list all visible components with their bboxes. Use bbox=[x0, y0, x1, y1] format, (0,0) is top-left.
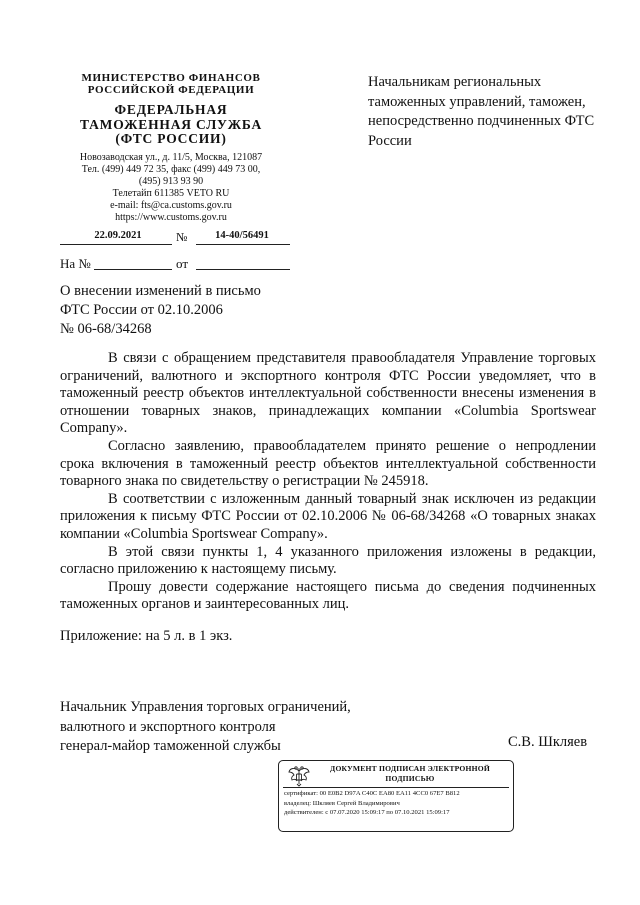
website[interactable]: https://www.customs.gov.ru bbox=[115, 212, 227, 223]
subject-line2: ФТС России от 02.10.2006 bbox=[60, 302, 223, 318]
phone-line1: Тел. (499) 449 72 35, факс (499) 449 73 00, bbox=[81, 164, 261, 175]
body-paragraph-3: В соответствии с изложенным данный товарный знак исключен из редакции приложения к письму ФТС России от 02.10.2006 № 06-68/34268 «О товарных знаках компании «Columbia Sportswear Company». bbox=[60, 490, 596, 542]
number-sign: № bbox=[176, 230, 188, 244]
email[interactable]: e-mail: fts@ca.customs.gov.ru bbox=[110, 200, 232, 211]
ministry-name: МИНИСТЕРСТВО ФИНАНСОВ РОССИЙСКОЙ ФЕДЕРАЦИИ bbox=[81, 72, 261, 96]
attachment-note: Приложение: на 5 л. в 1 экз. bbox=[60, 628, 233, 644]
certificate-validity: действителен: с 07.07.2020 15:09:17 по 07.10.2021 15:09:17 bbox=[284, 809, 450, 816]
service-name-line2: ТАМОЖЕННАЯ СЛУЖБА bbox=[79, 116, 263, 132]
registration-date: 22.09.2021 bbox=[94, 230, 142, 241]
certificate-owner: владелец: Шкляев Сергей Владимирович bbox=[284, 799, 400, 807]
signatory-name: С.В. Шкляев bbox=[508, 734, 588, 750]
reference-from-label: от bbox=[176, 256, 189, 271]
coat-of-arms-icon bbox=[285, 765, 313, 787]
body-paragraph-4: В этой связи пункты 1, 4 указанного приложения изложены в редакции, согласно приложению к настоящему письму. bbox=[60, 543, 596, 578]
e-signature-stamp bbox=[278, 760, 514, 832]
body-paragraph-1: В связи с обращением представителя правообладателя Управление торговых ограничений, валютного и экспортного контроля ФТС России уведомляет, что в таможенный реестр объектов интеллектуальной собственности внесены изменения в отношении товарных знаков, принадлежащих компании «Columbia Sportswear Company». bbox=[60, 350, 596, 437]
letter-body bbox=[60, 350, 596, 614]
addressee: Начальникам региональных таможенных управлений, таможен, непосредственно подчиненных ФТС России bbox=[368, 74, 595, 149]
date-underline bbox=[60, 244, 172, 245]
service-name-line3: (ФТС РОССИИ) bbox=[115, 131, 227, 146]
service-name bbox=[60, 103, 282, 147]
signatory-title-line1: Начальник Управления торговых ограничений, bbox=[60, 699, 351, 715]
address: Новозаводская ул., д. 11/5, Москва, 121087 bbox=[79, 152, 263, 163]
phone-line2: (495) 913 93 90 bbox=[138, 176, 204, 187]
certificate-number: сертификат: 00 E0B2 D97A C40C EA80 EA11 4CC0 67E7 B812 bbox=[284, 790, 460, 797]
subject bbox=[60, 282, 320, 339]
registration-number: 14-40/56491 bbox=[215, 230, 269, 241]
reference-number-underline bbox=[94, 269, 172, 270]
signatory-title-line2: валютного и экспортного контроля bbox=[60, 718, 276, 735]
signatory-title-line3: генерал-майор таможенной службы bbox=[60, 738, 281, 754]
subject-line3: № 06-68/34268 bbox=[60, 321, 152, 337]
body-paragraph-2: Согласно заявлению, правообладателем принято решение о непродлении срока включения в таможенный реестр объектов интеллектуальной собственности товарного знака по свидетельству о регистрации № 245918. bbox=[60, 437, 596, 490]
body-paragraph-5: Прошу довести содержание настоящего письма до сведения подчиненных таможенных органов и заинтересованных лиц. bbox=[60, 578, 596, 613]
reference-date-underline bbox=[196, 269, 290, 270]
reference-number-label: На № bbox=[60, 256, 91, 271]
signatory-title bbox=[60, 698, 390, 757]
e-signature-title: ДОКУМЕНТ ПОДПИСАН ЭЛЕКТРОННОЙ ПОДПИСЬЮ bbox=[330, 764, 490, 783]
e-signature-details bbox=[284, 789, 508, 818]
stamp-divider bbox=[283, 787, 509, 788]
number-underline bbox=[196, 244, 290, 245]
teletype: Телетайп 611385 VETO RU bbox=[112, 188, 230, 199]
contact-block bbox=[60, 152, 282, 224]
service-name-line1: ФЕДЕРАЛЬНАЯ bbox=[114, 102, 228, 117]
subject-line1: О внесении изменений в письмо bbox=[60, 283, 261, 299]
